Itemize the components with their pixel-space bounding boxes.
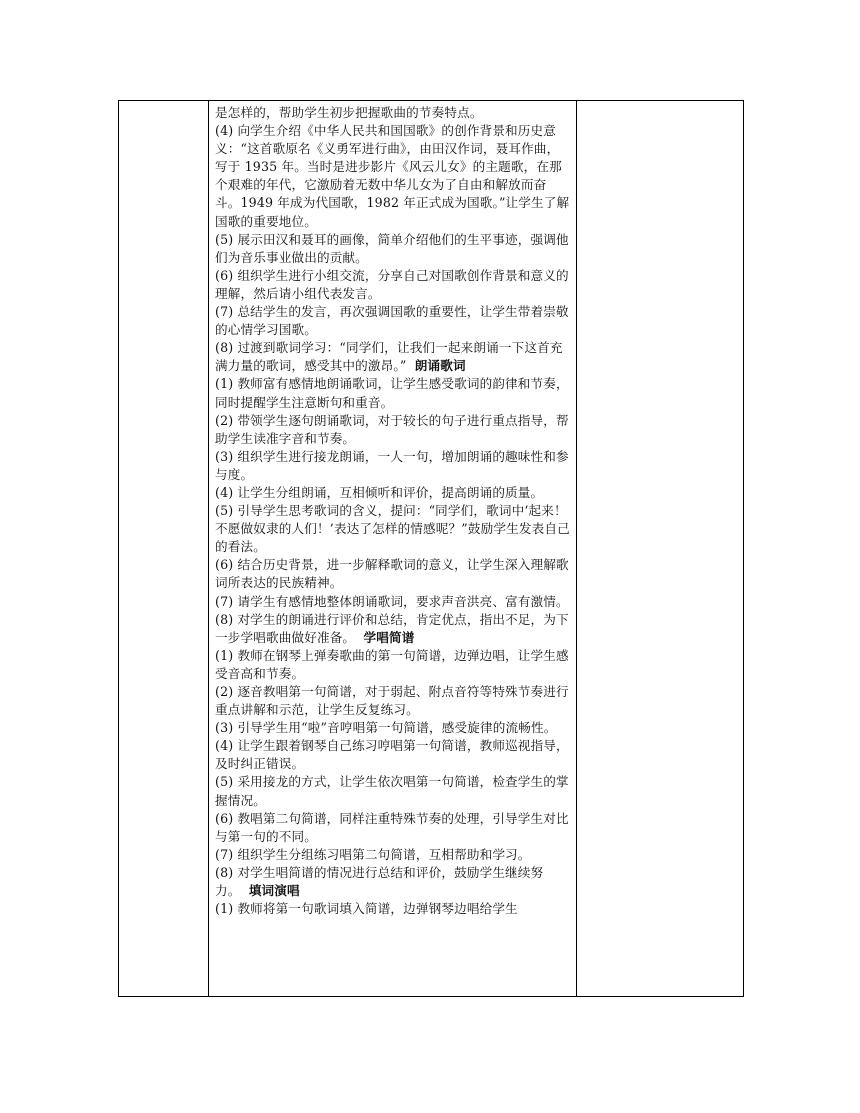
paragraph: (2) 逐音教唱第一句简谱，对于弱起、附点音符等特殊节奏进行重点讲解和示范，让学生反复练习。 — [215, 684, 569, 718]
paragraph-text: (8) 对学生的朗诵进行评价和总结，肯定优点，指出不足，为下一步学唱歌曲做好准备。 — [215, 611, 569, 645]
paragraph: 是怎样的，帮助学生初步把握歌曲的节奏特点。 — [215, 105, 483, 120]
paragraph: (5) 采用接龙的方式，让学生依次唱第一句简谱，检查学生的掌握情况。 — [215, 774, 569, 808]
paragraph: (4) 向学生介绍《中华人民共和国国歌》的创作背景和历史意义：“这首歌原名《义勇军进行曲》，由田汉作词，聂耳作曲，写于 1935 年。当时是进步影片《风云儿女》的主题歌，在那个艰难的年代，它激励着无数中华儿女为了自由和解放而奋斗。1949 年成为代国歌，1982 年正式成为国歌。”让学生了解国歌的重要地位。 — [215, 123, 570, 229]
paragraph: (1) 教师将第一句歌词填入简谱，边弹钢琴边唱给学生 — [215, 901, 518, 917]
paragraph: (7) 组织学生分组练习唱第二句简谱，互相帮助和学习。 — [215, 846, 531, 862]
paragraph: (6) 结合历史背景，进一步解释歌词的意义，让学生深入理解歌词所表达的民族精神。 — [215, 557, 569, 591]
section-heading: 学唱简谱 — [363, 629, 415, 645]
paragraph: (4) 让学生分组朗诵，互相倾听和评价，提高朗诵的质量。 — [215, 484, 544, 500]
paragraph: (6) 组织学生进行小组交流，分享自己对国歌创作背景和意义的理解，然后请小组代表发言。 — [215, 267, 569, 301]
paragraph: (7) 总结学生的发言，再次强调国歌的重要性，让学生带着崇敬的心情学习国歌。 — [215, 304, 569, 338]
table-cell-content — [209, 101, 577, 997]
section-heading: 朗诵歌词 — [414, 358, 466, 374]
paragraph: (1) 教师在钢琴上弹奏歌曲的第一句简谱，边弹边唱，让学生感受音高和节奏。 — [215, 647, 569, 681]
table-cell-right — [577, 101, 744, 997]
lesson-content — [209, 101, 576, 918]
paragraph — [215, 339, 571, 375]
paragraph: (7) 请学生有感情地整体朗诵歌词，要求声音洪亮、富有激情。 — [215, 593, 569, 609]
table-row — [119, 101, 744, 997]
lesson-plan-table — [118, 100, 744, 997]
paragraph: (6) 教唱第二句简谱，同样注重特殊节奏的处理，引导学生对比与第一句的不同。 — [215, 810, 569, 844]
paragraph-text: (8) 对学生唱简谱的情况进行总结和评价，鼓励学生继续努力。 — [215, 864, 544, 899]
paragraph — [215, 864, 571, 900]
paragraph: (3) 引导学生用“啦”音哼唱第一句简谱，感受旋律的流畅性。 — [215, 720, 557, 736]
paragraph: (3) 组织学生进行接龙朗诵，一人一句，增加朗诵的趣味性和参与度。 — [215, 448, 569, 482]
paragraph: (5) 展示田汉和聂耳的画像，简单介绍他们的生平事迹，强调他们为音乐事业做出的贡献。 — [215, 231, 569, 265]
paragraph-text: (8) 过渡到歌词学习：“同学们，让我们一起来朗诵一下这首充满力量的歌词，感受其中的激昂。” — [215, 340, 563, 374]
paragraph: (4) 让学生跟着钢琴自己练习哼唱第一句简谱，教师巡视指导，及时纠正错误。 — [215, 738, 569, 772]
paragraph — [215, 611, 571, 647]
section-heading: 填词演唱 — [248, 883, 300, 899]
paragraph: (5) 引导学生思考歌词的含义，提问：“同学们，歌词中‘起来！不愿做奴隶的人们！’表达了怎样的情感呢？”鼓励学生发表自己的看法。 — [215, 503, 570, 555]
table-cell-left — [119, 101, 209, 997]
paragraph: (2) 带领学生逐句朗诵歌词，对于较长的句子进行重点指导，帮助学生读准字音和节奏。 — [215, 412, 569, 446]
paragraph: (1) 教师富有感情地朗诵歌词，让学生感受歌词的韵律和节奏，同时提醒学生注意断句和重音。 — [215, 376, 569, 410]
